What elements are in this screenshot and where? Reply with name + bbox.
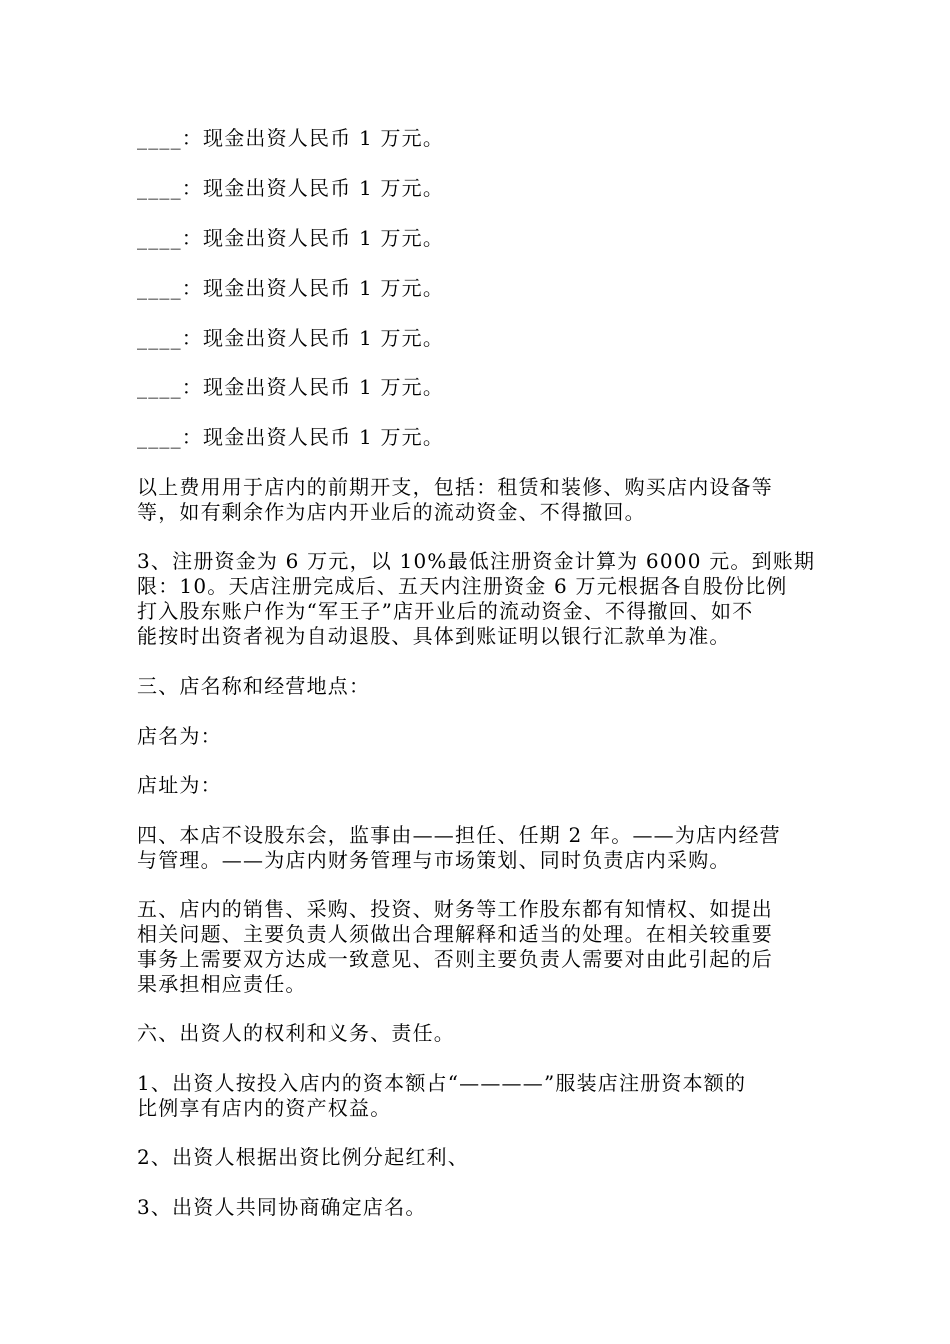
- section5-line-2: 相关问题、主要负责人须做出合理解释和适当的处理。在相关较重要: [137, 922, 773, 946]
- capital-line-4: 能按时出资者视为自动退股、具体到账证明以银行汇款单为准。: [137, 624, 731, 648]
- right1-paragraph: [137, 1071, 817, 1121]
- contributor-line-6: ____：现金出资人民币 1 万元。: [137, 375, 445, 399]
- right1-line-1: 1、出资人按投入店内的资本额占“————”服装店注册资本额的: [137, 1071, 747, 1095]
- section5-line-1: 五、店内的销售、采购、投资、财务等工作股东都有知情权、如提出: [137, 897, 773, 921]
- section5-line-4: 果承担相应责任。: [137, 972, 307, 996]
- contributor-line-3: ____：现金出资人民币 1 万元。: [137, 226, 445, 250]
- section6-heading: 六、出资人的权利和义务、责任。: [137, 1021, 455, 1045]
- right3-line: 3、出资人共同协商确定店名。: [137, 1195, 427, 1219]
- section4-line-1: 四、本店不设股东会，监事由——担任、任期 2 年。——为店内经营: [137, 823, 781, 847]
- contributor-line-1: ____：现金出资人民币 1 万元。: [137, 126, 445, 150]
- section5-paragraph: [137, 897, 817, 997]
- capital-line-1: 3、注册资金为 6 万元，以 10%最低注册资金计算为 6000 元。到账期: [137, 549, 816, 573]
- capital-paragraph: [137, 549, 817, 649]
- capital-line-2: 限：10。天店注册完成后、五天内注册资金 6 万元根据各自股份比例: [137, 574, 788, 598]
- store-address-label: 店址为：: [137, 773, 222, 797]
- section3-heading: 三、店名称和经营地点：: [137, 674, 371, 698]
- capital-line-3: 打入股东账户作为“军王子”店开业后的流动资金、不得撤回、如不: [137, 599, 754, 623]
- store-name-label: 店名为：: [137, 724, 222, 748]
- contributor-line-5: ____：现金出资人民币 1 万元。: [137, 326, 445, 350]
- contributor-line-2: ____：现金出资人民币 1 万元。: [137, 176, 445, 200]
- section5-line-3: 事务上需要双方达成一致意见、否则主要负责人需要对由此引起的后: [137, 947, 773, 971]
- expense-line-1: 以上费用用于店内的前期开支，包括：租赁和装修、购买店内设备等: [137, 475, 773, 499]
- contributor-line-4: ____：现金出资人民币 1 万元。: [137, 276, 445, 300]
- right1-line-2: 比例享有店内的资产权益。: [137, 1096, 392, 1120]
- right2-line: 2、出资人根据出资比例分起红利、: [137, 1145, 469, 1169]
- section4-line-2: 与管理。——为店内财务管理与市场策划、同时负责店内采购。: [137, 848, 731, 872]
- contributor-line-7: ____：现金出资人民币 1 万元。: [137, 425, 445, 449]
- section4-paragraph: [137, 823, 817, 873]
- expense-line-2: 等，如有剩余作为店内开业后的流动资金、不得撤回。: [137, 500, 646, 524]
- expense-paragraph: [137, 475, 817, 525]
